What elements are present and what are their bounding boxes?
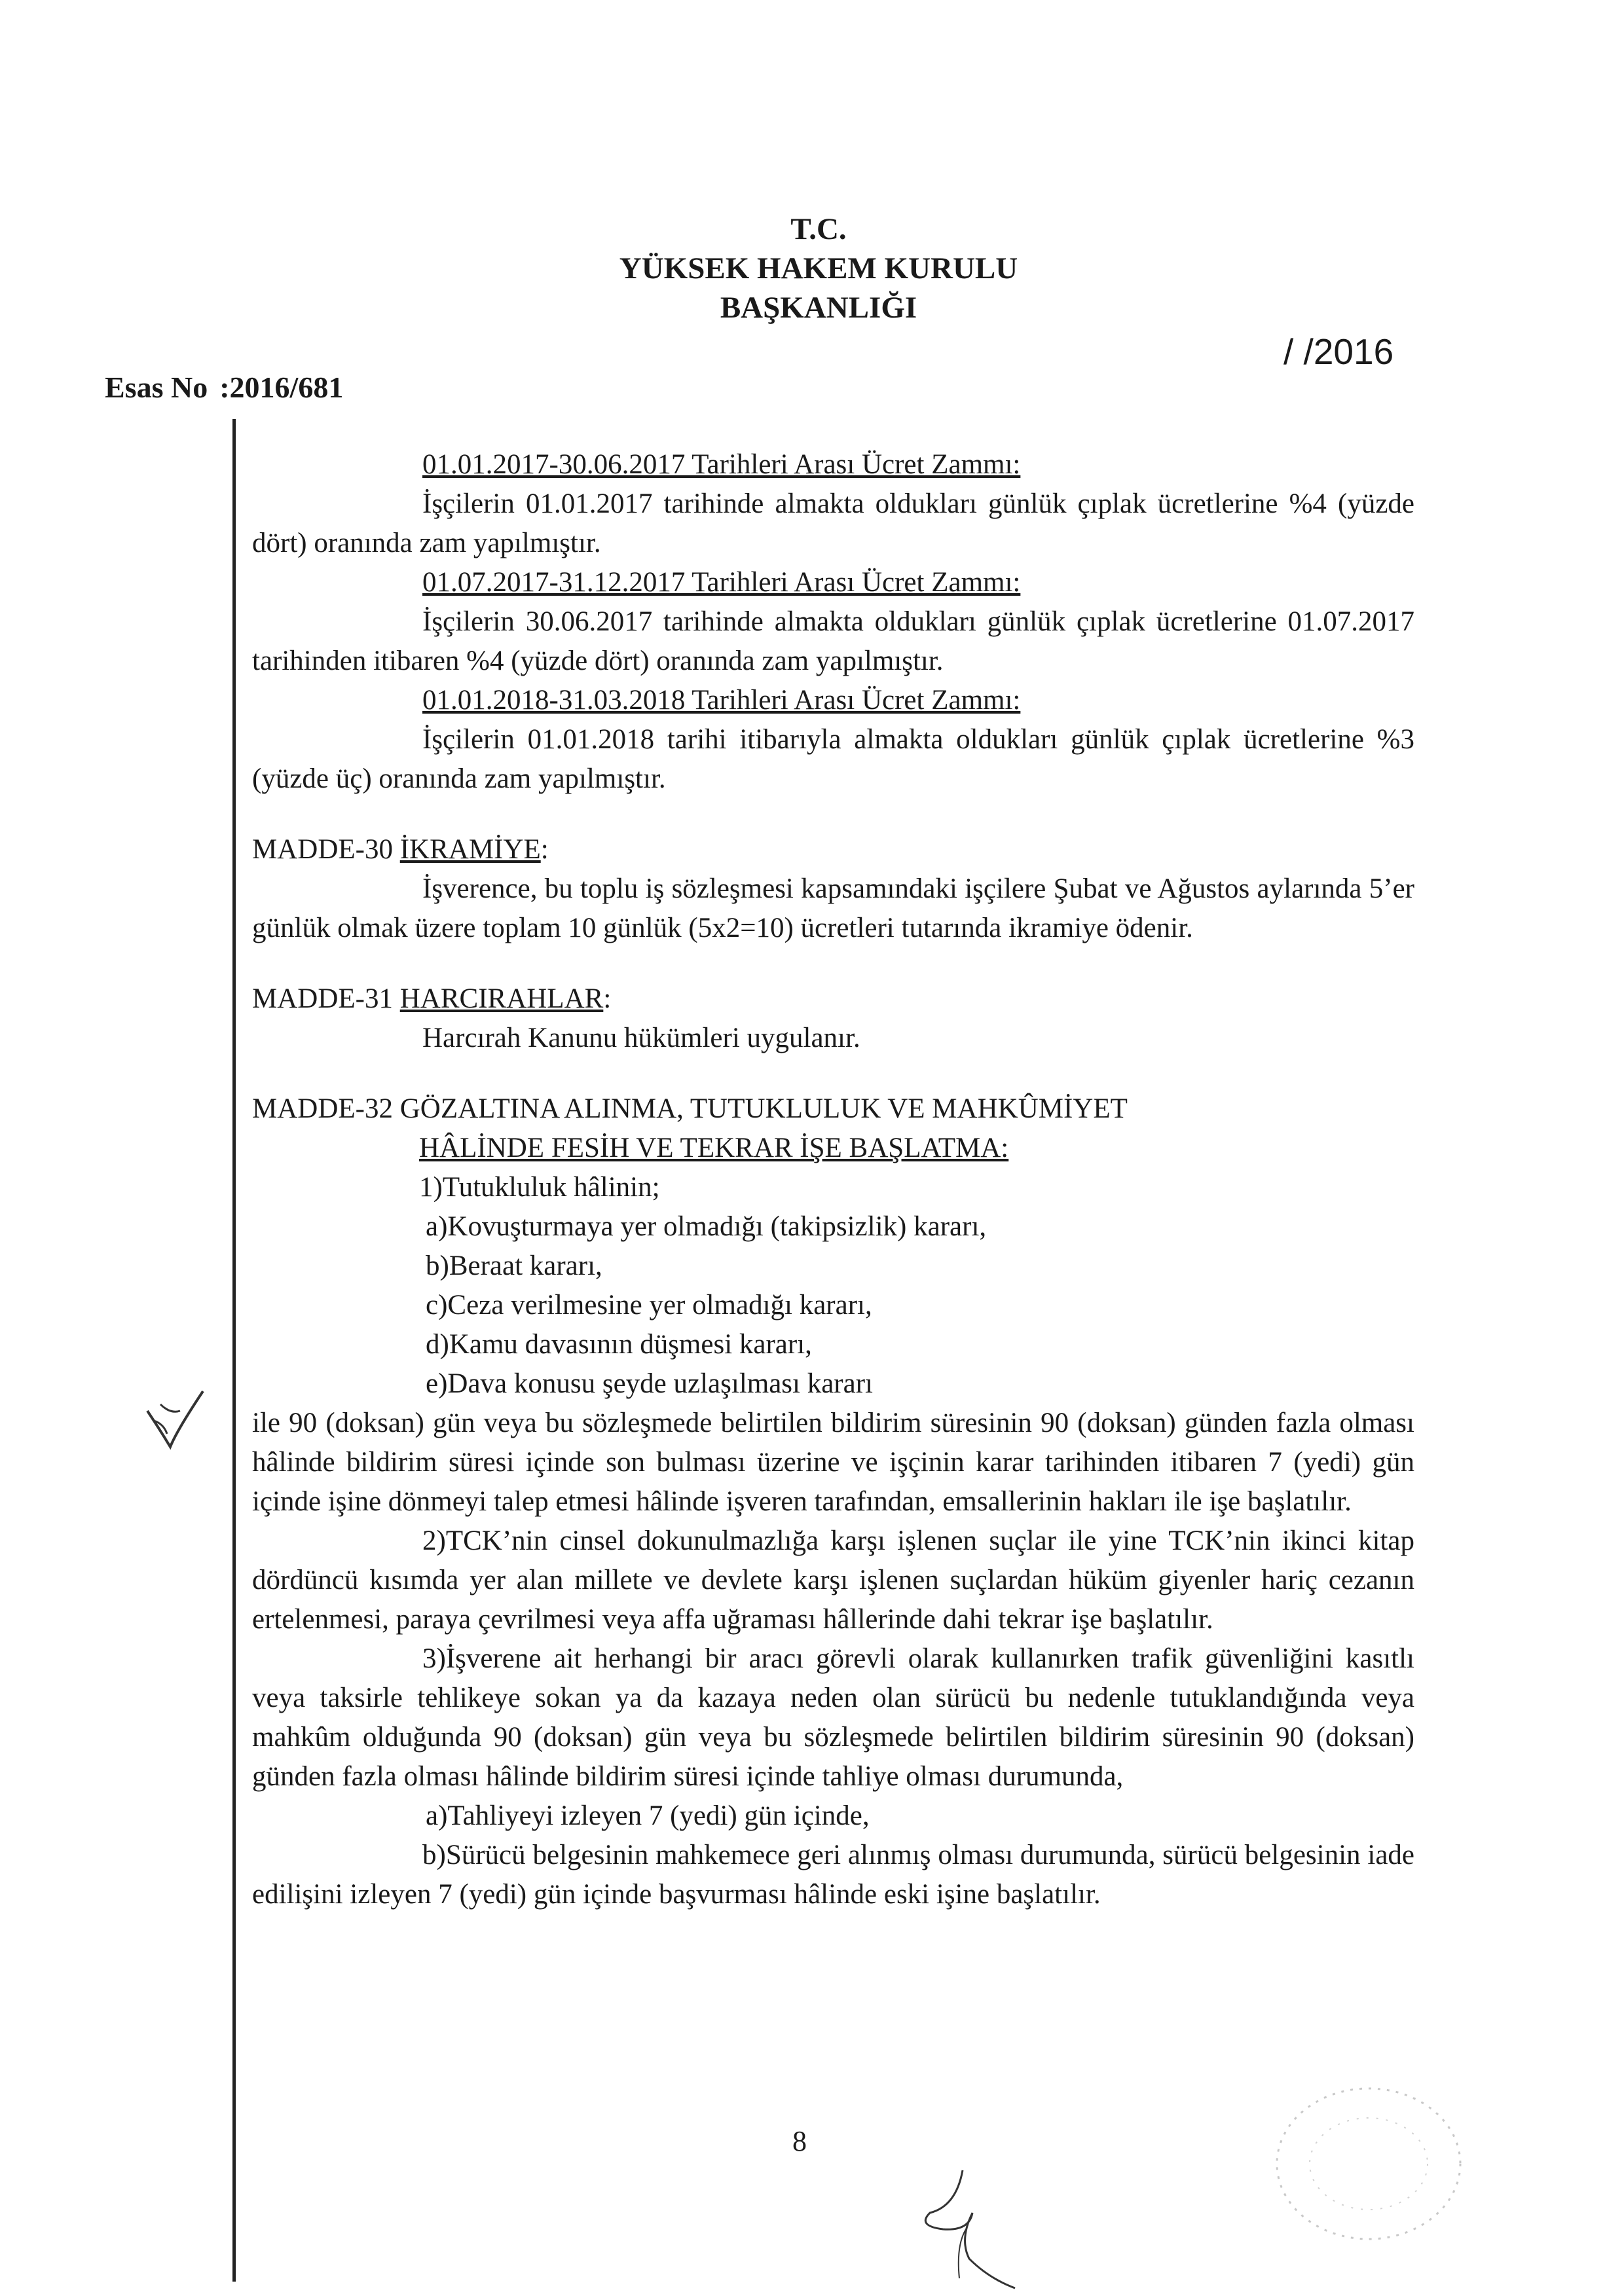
- article-32-item-1-c: c)Ceza verilmesine yer olmadığı kararı,: [426, 1290, 872, 1321]
- signature-icon: [891, 2167, 1048, 2291]
- article-32-item-1-b: b)Beraat kararı,: [426, 1250, 602, 1281]
- article-32-item-2: 2)TCK’nin cinsel dokunulmazlığa karşı işlenen suçlar ile yine TCK’nin ikinci kitap dördüncü kısımda yer alan millete ve devlete karşı işlenen suçlardan hüküm giyenler hariç cezanın ertelenmesi, paraya çevrilmesi veya affa uğraması hâllerinde dahi tekrar işe başlatılır.: [252, 1525, 1414, 1635]
- case-number-value: :2016/681: [219, 371, 344, 404]
- article-32-title-line-1: MADDE-32 GÖZALTINA ALINMA, TUTUKLULUK VE MAHKÛMİYET: [252, 1093, 1128, 1124]
- article-30-colon: :: [540, 834, 549, 865]
- article-31-title: [252, 979, 1414, 1019]
- wage-heading-3: 01.01.2018-31.03.2018 Tarihleri Arası Ücret Zammı:: [422, 685, 1021, 716]
- wage-paragraph-2: İşçilerin 30.06.2017 tarihinde almakta oldukları günlük çıplak ücretlerine 01.07.2017 tarihinden itibaren %4 (yüzde dört) oranında zam yapılmıştır.: [252, 606, 1414, 676]
- article-32-item-1-d: d)Kamu davasının düşmesi kararı,: [426, 1329, 812, 1360]
- wage-paragraph-3: İşçilerin 01.01.2018 tarihi itibarıyla almakta oldukları günlük çıplak ücretlerine %3 (yüzde üç) oranında zam yapılmıştır.: [252, 724, 1414, 794]
- header-institution: YÜKSEK HAKEM KURULU: [619, 251, 1018, 285]
- header-tc: T.C.: [790, 212, 847, 246]
- document-body: [252, 445, 1414, 1914]
- handwritten-initial-icon: [141, 1385, 213, 1463]
- article-32-item-3: 3)İşverene ait herhangi bir aracı görevli olarak kullanırken trafik güvenliğini kasıtlı veya taksirle tehlikeye sokan ya da kazaya neden olan sürücü bu nedenle tutuklandığında veya mahkûm olduğunda 90 (doksan) gün veya bu sözleşmede belirtilen bildirim süresinin 90 (doksan) günden fazla olması hâlinde bildirim süresi içinde tahliye olması durumunda,: [252, 1643, 1414, 1792]
- article-31-colon: :: [603, 983, 612, 1014]
- article-32-item-1: 1)Tutukluluk hâlinin;: [419, 1172, 660, 1203]
- header-department: BAŞKANLIĞI: [720, 291, 917, 325]
- article-32-item-1-continuation: ile 90 (doksan) gün veya bu sözleşmede belirtilen bildirim süresinin 90 (doksan) günden fazla olması hâlinde bildirim süresi içinde son bulması üzerine ve işçinin karar tarihinden itibaren 7 (yedi) gün içinde işine dönmeyi talep etmesi hâlinde işveren tarafından, emsallerinin hakları ile işe başlatılır.: [252, 1408, 1414, 1517]
- article-30-title: [252, 830, 1414, 869]
- article-31-name: HARCIRAHLAR: [399, 983, 604, 1014]
- margin-line: [232, 419, 236, 2282]
- wage-heading-1: 01.01.2017-30.06.2017 Tarihleri Arası Ücret Zammı:: [422, 449, 1021, 480]
- article-31-text: Harcırah Kanunu hükümleri uygulanır.: [422, 1023, 860, 1053]
- document-header: [0, 210, 1624, 327]
- article-32-title-line-2: HÂLİNDE FESİH VE TEKRAR İŞE BAŞLATMA:: [419, 1133, 1009, 1163]
- decision-number: / /2016: [1283, 331, 1394, 372]
- wage-paragraph-1: İşçilerin 01.01.2017 tarihinde almakta oldukları günlük çıplak ücretlerine %4 (yüzde dört) oranında zam yapılmıştır.: [252, 488, 1414, 558]
- case-number-label: Esas No: [105, 371, 208, 404]
- article-31-label: MADDE-31: [252, 983, 400, 1014]
- article-30-text: İşverence, bu toplu iş sözleşmesi kapsamındaki işçilere Şubat ve Ağustos aylarında 5’er günlük olmak üzere toplam 10 günlük (5x2=10) ücretleri tutarında ikramiye ödenir.: [252, 873, 1414, 943]
- case-number: [105, 370, 343, 405]
- page-number: 8: [792, 2125, 807, 2157]
- article-30-name: İKRAMİYE: [399, 834, 541, 865]
- stamp-icon: [1264, 2075, 1473, 2252]
- article-32-item-3-a: a)Tahliyeyi izleyen 7 (yedi) gün içinde,: [426, 1800, 870, 1831]
- article-30-label: MADDE-30: [252, 834, 400, 865]
- article-32-item-1-a: a)Kovuşturmaya yer olmadığı (takipsizlik) kararı,: [426, 1211, 987, 1242]
- article-32-item-3-b: b)Sürücü belgesinin mahkemece geri alınmış olması durumunda, sürücü belgesinin iade edilişini izleyen 7 (yedi) gün içinde başvurması hâlinde eski işine başlatılır.: [252, 1840, 1414, 1910]
- article-32-item-1-e: e)Dava konusu şeyde uzlaşılması kararı: [426, 1368, 873, 1399]
- wage-heading-2: 01.07.2017-31.12.2017 Tarihleri Arası Ücret Zammı:: [422, 567, 1021, 598]
